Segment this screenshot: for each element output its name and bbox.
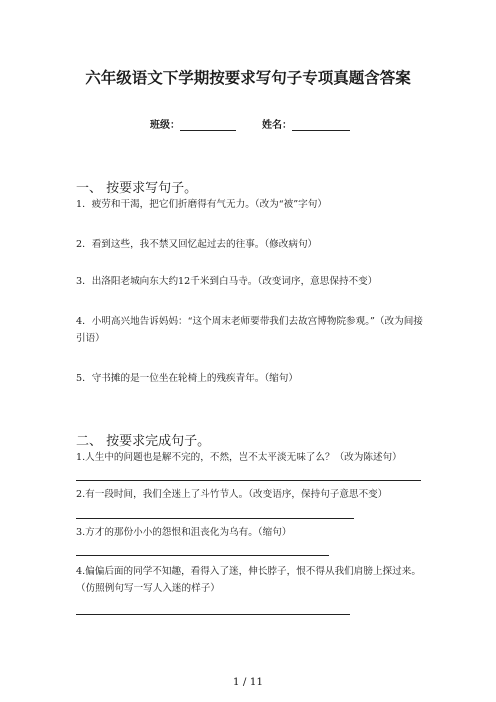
answer-line-4 bbox=[76, 614, 350, 615]
page-number: 1 / 11 bbox=[232, 676, 264, 688]
answer-line-2 bbox=[76, 518, 354, 519]
answer-line-3 bbox=[76, 555, 329, 556]
section-1-heading: 一、 按要求写句子。 bbox=[76, 181, 198, 196]
class-blank bbox=[180, 119, 236, 131]
section-2-question-1: 1.人生中的问题也是解不完的，不然，岂不太平淡无味了么？（改为陈述句） bbox=[76, 452, 402, 463]
name-field bbox=[262, 116, 350, 131]
document-title: 六年级语文下学期按要求写句子专项真题含答案 bbox=[85, 69, 411, 87]
section-2-question-4: 4.偏偏后面的同学不知趣，看得入了迷，伸长脖子，恨不得从我们肩膀上探过来。（仿照例句写一写人入迷的样子） bbox=[76, 566, 421, 594]
section-1-question-4: 4．小明高兴地告诉妈妈：“这个周末老师要带我们去故宫博物院参观。”（改为间接引语） bbox=[76, 316, 423, 344]
class-field bbox=[150, 116, 236, 131]
name-label: 姓名： bbox=[262, 120, 292, 131]
section-1-question-3: 3．出洛阳老城向东大约12千米到白马寺。（改变词序，意思保持不变） bbox=[76, 276, 378, 287]
section-1-question-5: 5．守书摊的是一位坐在轮椅上的残疾青年。（缩句） bbox=[76, 373, 298, 384]
section-1-question-1: 1．疲劳和干渴，把它们折磨得有气无力。（改为“被”字句） bbox=[76, 199, 327, 210]
name-blank bbox=[292, 119, 350, 131]
section-1-question-2: 2．看到这些，我不禁又回忆起过去的往事。（修改病句） bbox=[76, 239, 318, 250]
answer-line-1 bbox=[76, 480, 421, 481]
section-2-question-3: 3.方才的那份小小的怨恨和沮丧化为乌有。（缩句） bbox=[76, 527, 292, 538]
section-2-heading: 二、 按要求完成句子。 bbox=[76, 434, 211, 449]
class-label: 班级： bbox=[150, 120, 180, 131]
section-2-question-2: 2.有一段时间，我们全迷上了斗竹节人。（改变语序，保持句子意思不变） bbox=[76, 489, 388, 500]
